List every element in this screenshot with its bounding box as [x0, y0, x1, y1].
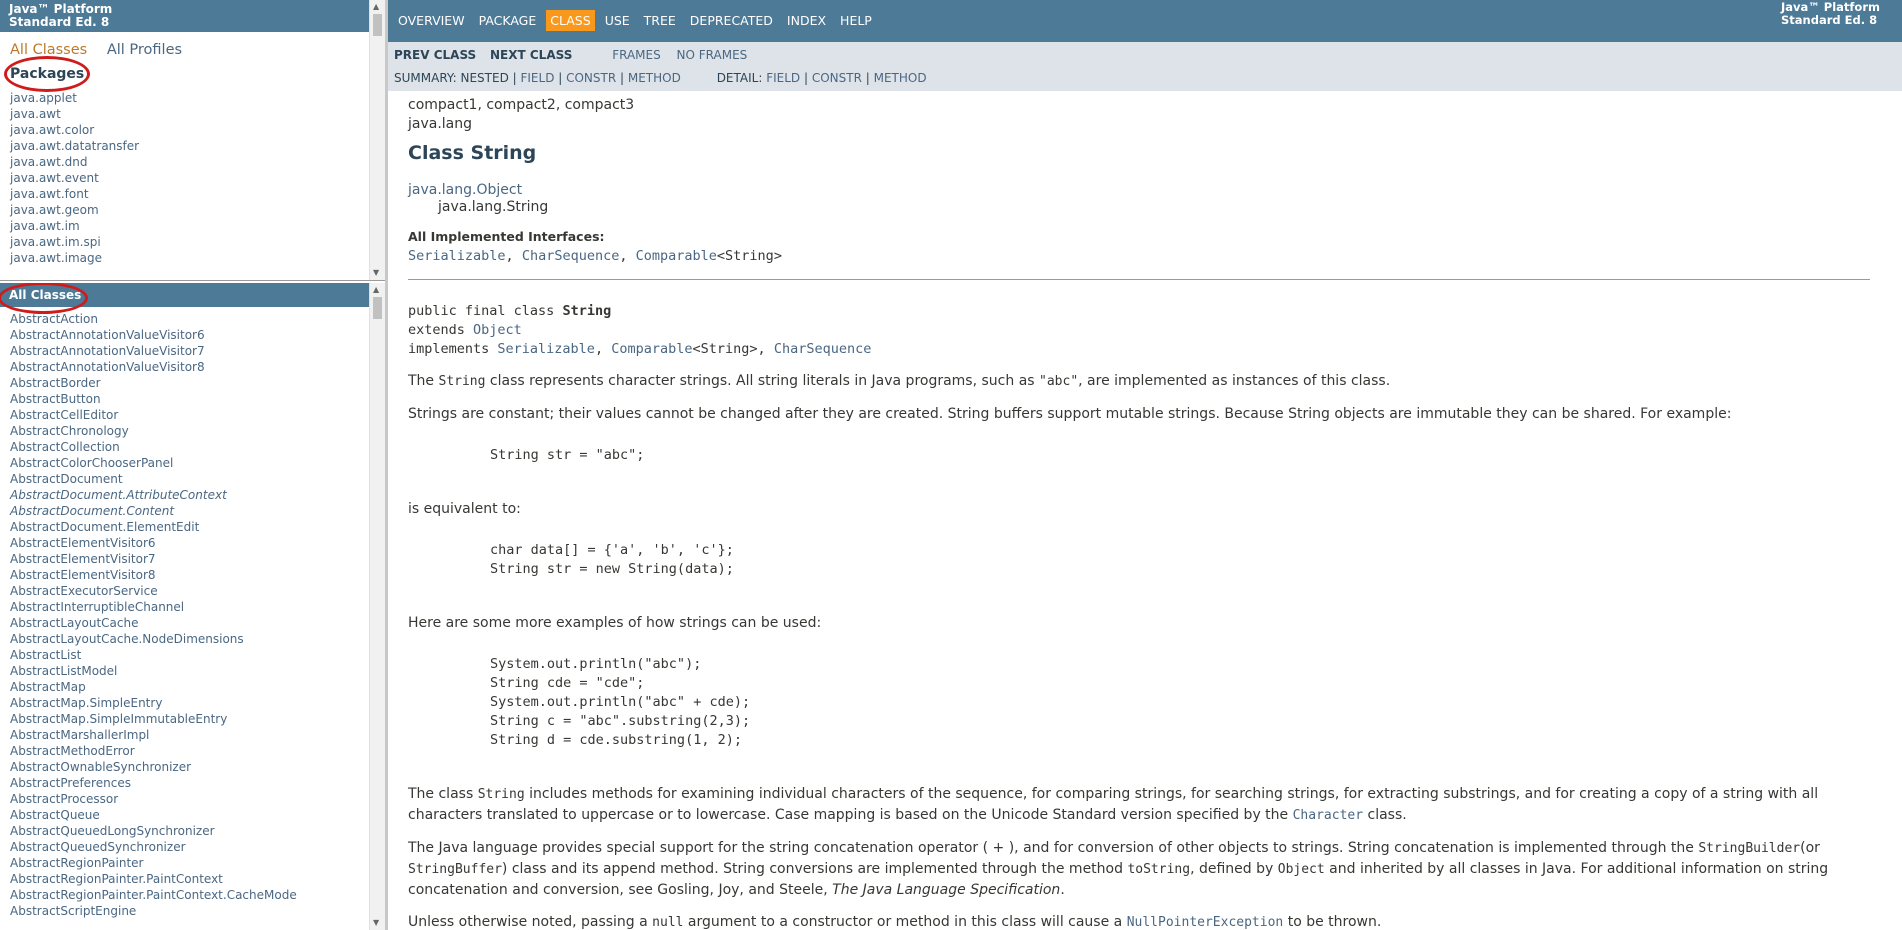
frames-link[interactable]: FRAMES [612, 48, 661, 62]
detail-method-link[interactable]: METHOD [873, 71, 927, 85]
description-paragraph [408, 838, 1870, 900]
packages-frame [0, 0, 385, 281]
nav-list [388, 10, 882, 31]
class-frame [388, 0, 1902, 930]
class-link[interactable]: AbstractAction [10, 312, 98, 326]
decl-object-link[interactable]: Object [473, 322, 522, 338]
comparable-link[interactable]: Comparable [635, 248, 717, 264]
platform-edition: Standard Ed. 8 [9, 15, 110, 29]
packages-scrollbar[interactable] [369, 0, 385, 280]
class-link[interactable]: AbstractAnnotationValueVisitor8 [10, 360, 205, 374]
decl-type-arg: String [700, 341, 750, 357]
class-link[interactable]: AbstractList [10, 648, 82, 662]
code-example: String str = "abc"; [490, 447, 645, 463]
class-link[interactable]: AbstractBorder [10, 376, 101, 390]
decl-charsequence-link[interactable]: CharSequence [773, 341, 872, 357]
package-link[interactable]: java.awt.im [10, 219, 80, 233]
inheritance-parent-link[interactable]: java.lang.Object [408, 182, 523, 198]
class-link[interactable]: AbstractDocument.AttributeContext [10, 488, 227, 502]
code-example: char data[] = {'a', 'b', 'c'}; String str = new String(data); [490, 542, 734, 577]
about-platform [1781, 1, 1880, 27]
inline-code: StringBuffer [408, 862, 502, 877]
class-link[interactable]: AbstractListModel [10, 664, 118, 678]
class-declaration: public final class String extends Object implements Serializable, Comparable<String>, CharSequence [408, 303, 872, 357]
class-link[interactable]: AbstractMap.SimpleEntry [10, 696, 163, 710]
profiles-label: compact1, compact2, compact3 [408, 97, 635, 113]
package-link[interactable]: java.applet [10, 91, 77, 105]
description-paragraph [408, 784, 1870, 826]
divider [408, 279, 1870, 280]
class-link[interactable]: AbstractColorChooserPanel [10, 456, 174, 470]
description-paragraph [408, 912, 1870, 930]
description-paragraph: Strings are constant; their values cannot be changed after they are created. String buffers support mutable strings. Because String objects are immutable they can be shared. For example: [408, 406, 1732, 422]
decl-implements: implements [408, 341, 498, 357]
red-annotation-circle [4, 56, 90, 92]
all-classes-link[interactable]: All Classes [10, 42, 88, 58]
text: includes methods for examining individual characters of the sequence, for comparing strings, for searching strings, for extracting substrings, and for creating a copy of a string with all characters translated to uppercase or to lowercase. Case mapping is based on the Unicode Standard version specified by the [408, 786, 1819, 823]
character-link[interactable]: Character [1292, 808, 1364, 823]
class-link[interactable]: AbstractQueuedSynchronizer [10, 840, 186, 854]
red-annotation-circle [0, 283, 88, 314]
scroll-down-icon[interactable]: ▼ [373, 918, 380, 927]
platform-name: Java™ Platform [9, 2, 113, 16]
decl-extends: extends [408, 322, 474, 338]
description-paragraph: Here are some more examples of how strings can be used: [408, 615, 822, 631]
inline-code: toString [1127, 862, 1191, 877]
all-classes-heading [0, 283, 385, 307]
class-link[interactable]: AbstractElementVisitor6 [10, 536, 156, 550]
summary-label: SUMMARY: NESTED [394, 71, 509, 85]
page-title: Class String [408, 142, 537, 164]
inline-code: StringBuilder [1698, 841, 1801, 856]
serializable-link[interactable]: Serializable [408, 248, 506, 264]
class-link[interactable]: AbstractExecutorService [10, 584, 158, 598]
scroll-thumb[interactable] [373, 297, 382, 319]
inline-code: String [477, 787, 525, 802]
class-link[interactable]: AbstractCellEditor [10, 408, 119, 422]
nav-item-class: CLASS [546, 10, 594, 31]
inline-code: String [438, 374, 486, 389]
summary-constr-link[interactable]: CONSTR [566, 71, 617, 85]
text: The Java language provides special support for the string concatenation operator ( + ), and for conversion of other objects to strings. String concatenation is implemented through the [408, 840, 1699, 856]
text: to be thrown. [1283, 914, 1382, 930]
nav-item-use[interactable]: USE [604, 13, 630, 28]
no-frames-link[interactable]: NO FRAMES [676, 48, 748, 62]
package-link[interactable]: java.awt.image [10, 251, 103, 265]
class-link[interactable]: AbstractRegionPainter [10, 856, 144, 870]
implemented-interfaces-label: All Implemented Interfaces: [408, 229, 605, 244]
class-link[interactable]: AbstractDocument.Content [10, 504, 175, 518]
left-frames [0, 0, 385, 930]
package-label: java.lang [408, 116, 473, 132]
nav-item-overview[interactable]: OVERVIEW [398, 13, 465, 28]
decl-comparable-link[interactable]: Comparable [611, 341, 693, 357]
inline-code: "abc" [1039, 374, 1079, 389]
nav-item-package[interactable]: PACKAGE [478, 13, 537, 28]
package-link[interactable]: java.awt [10, 107, 61, 121]
prev-class-link[interactable]: PREV CLASS [394, 48, 477, 62]
package-link[interactable]: java.awt.font [10, 187, 89, 201]
sub-navbar: PREV CLASS NEXT CLASS FRAMES NO FRAMES SUMMARY: NESTED | FIELD | CONSTR | METHOD DETAIL: FIELD | CONSTR | METHOD [388, 42, 1902, 91]
text: . [1060, 882, 1065, 898]
classes-scrollbar[interactable] [369, 283, 385, 930]
packages-list [0, 90, 385, 266]
nav-item-deprecated[interactable]: DEPRECATED [689, 13, 773, 28]
summary-method-link[interactable]: METHOD [627, 71, 681, 85]
class-link[interactable]: AbstractQueue [10, 808, 100, 822]
charsequence-link[interactable]: CharSequence [521, 248, 620, 264]
text: (or [1800, 840, 1820, 856]
decl-serializable-link[interactable]: Serializable [497, 341, 595, 357]
code-example: System.out.println("abc"); String cde = "cde"; System.out.println("abc" + cde); String c = "abc".substring(2,3); String d = cde.substring(1, 2); [490, 656, 751, 748]
text: , are implemented as instances of this class. [1078, 373, 1391, 389]
class-link[interactable]: AbstractMap [10, 680, 86, 694]
inline-code: null [652, 915, 684, 930]
class-link[interactable]: AbstractMap.SimpleImmutableEntry [10, 712, 228, 726]
class-link[interactable]: AbstractQueuedLongSynchronizer [10, 824, 215, 838]
detail-constr-link[interactable]: CONSTR [811, 71, 862, 85]
inheritance-current: java.lang.String [438, 199, 549, 215]
text: , defined by [1190, 861, 1278, 877]
frame-links [0, 32, 385, 58]
inline-code: Object [1277, 862, 1325, 877]
text: and inherited by all classes in Java. For additional information on string concatenation and conversion, see Gosling, Joy, and Steele, [408, 861, 1829, 898]
top-navbar [388, 0, 1902, 42]
all-classes-heading-label: All Classes [9, 288, 82, 302]
scroll-up-icon[interactable]: ▲ [373, 2, 380, 11]
text: The [408, 373, 439, 389]
about-name: Java™ Platform [1781, 0, 1880, 14]
class-link[interactable]: AbstractAnnotationValueVisitor7 [10, 344, 205, 358]
package-link[interactable]: java.awt.dnd [10, 155, 88, 169]
class-link[interactable]: AbstractChronology [10, 424, 129, 438]
class-link[interactable]: AbstractLayoutCache.NodeDimensions [10, 632, 244, 646]
all-classes-frame [0, 283, 385, 930]
about-edition: Standard Ed. 8 [1781, 13, 1878, 27]
class-link[interactable]: AbstractMethodError [10, 744, 135, 758]
nav-item-index[interactable]: INDEX [786, 13, 827, 28]
class-link[interactable]: AbstractInterruptibleChannel [10, 600, 185, 614]
packages-heading [10, 66, 84, 82]
class-link[interactable]: AbstractScriptEngine [10, 904, 137, 918]
description-paragraph: is equivalent to: [408, 501, 521, 517]
decl-class-name: String [562, 303, 612, 319]
implemented-interfaces-list: Serializable, CharSequence, Comparable<String> [408, 248, 782, 264]
class-link[interactable]: AbstractRegionPainter.PaintContext.CacheMode [10, 888, 297, 902]
text: class represents character strings. All string literals in Java programs, such as [485, 373, 1040, 389]
scroll-thumb[interactable] [373, 14, 382, 36]
next-class-link[interactable]: NEXT CLASS [490, 48, 573, 62]
nav-item-tree[interactable]: TREE [643, 13, 676, 28]
all-profiles-link[interactable]: All Profiles [106, 42, 183, 58]
class-link[interactable]: AbstractElementVisitor7 [10, 552, 156, 566]
italic-citation: The Java Language Specification [832, 882, 1061, 898]
class-link[interactable]: AbstractCollection [10, 440, 120, 454]
class-link[interactable]: AbstractDocument.ElementEdit [10, 520, 200, 534]
scroll-down-icon[interactable]: ▼ [373, 268, 380, 277]
scroll-up-icon[interactable]: ▲ [373, 285, 380, 294]
nav-item-help[interactable]: HELP [840, 13, 872, 28]
detail-field-link[interactable]: FIELD [766, 71, 801, 85]
all-classes-list [0, 311, 385, 919]
class-link[interactable]: AbstractProcessor [10, 792, 119, 806]
decl-modifiers: public final class [408, 303, 563, 319]
class-link[interactable]: AbstractPreferences [10, 776, 131, 790]
class-link[interactable]: AbstractDocument [10, 472, 123, 486]
description-paragraph [408, 371, 1870, 392]
class-link[interactable]: AbstractElementVisitor8 [10, 568, 156, 582]
class-link[interactable]: AbstractRegionPainter.PaintContext [10, 872, 223, 886]
text: ) class and its append method. String conversions are implemented through the method [501, 861, 1128, 877]
text: class. [1363, 807, 1407, 823]
class-link[interactable]: AbstractMarshallerImpl [10, 728, 150, 742]
class-link[interactable]: AbstractAnnotationValueVisitor6 [10, 328, 205, 342]
text: argument to a constructor or method in this class will cause a [683, 914, 1127, 930]
platform-banner [0, 0, 385, 32]
package-link[interactable]: java.awt.datatransfer [10, 139, 140, 153]
package-link[interactable]: java.awt.event [10, 171, 99, 185]
summary-field-link[interactable]: FIELD [520, 71, 555, 85]
comparable-type-arg: String [725, 248, 774, 264]
package-link[interactable]: java.awt.geom [10, 203, 99, 217]
package-link[interactable]: java.awt.color [10, 123, 95, 137]
packages-heading-label: Packages [10, 66, 85, 82]
class-link[interactable]: AbstractOwnableSynchronizer [10, 760, 192, 774]
class-content [388, 97, 1870, 930]
detail-label: DETAIL: [716, 71, 763, 85]
text: The class [408, 786, 478, 802]
text: Unless otherwise noted, passing a [408, 914, 653, 930]
class-link[interactable]: AbstractButton [10, 392, 101, 406]
class-link[interactable]: AbstractLayoutCache [10, 616, 139, 630]
nullpointerexception-link[interactable]: NullPointerException [1126, 915, 1284, 930]
package-link[interactable]: java.awt.im.spi [10, 235, 101, 249]
